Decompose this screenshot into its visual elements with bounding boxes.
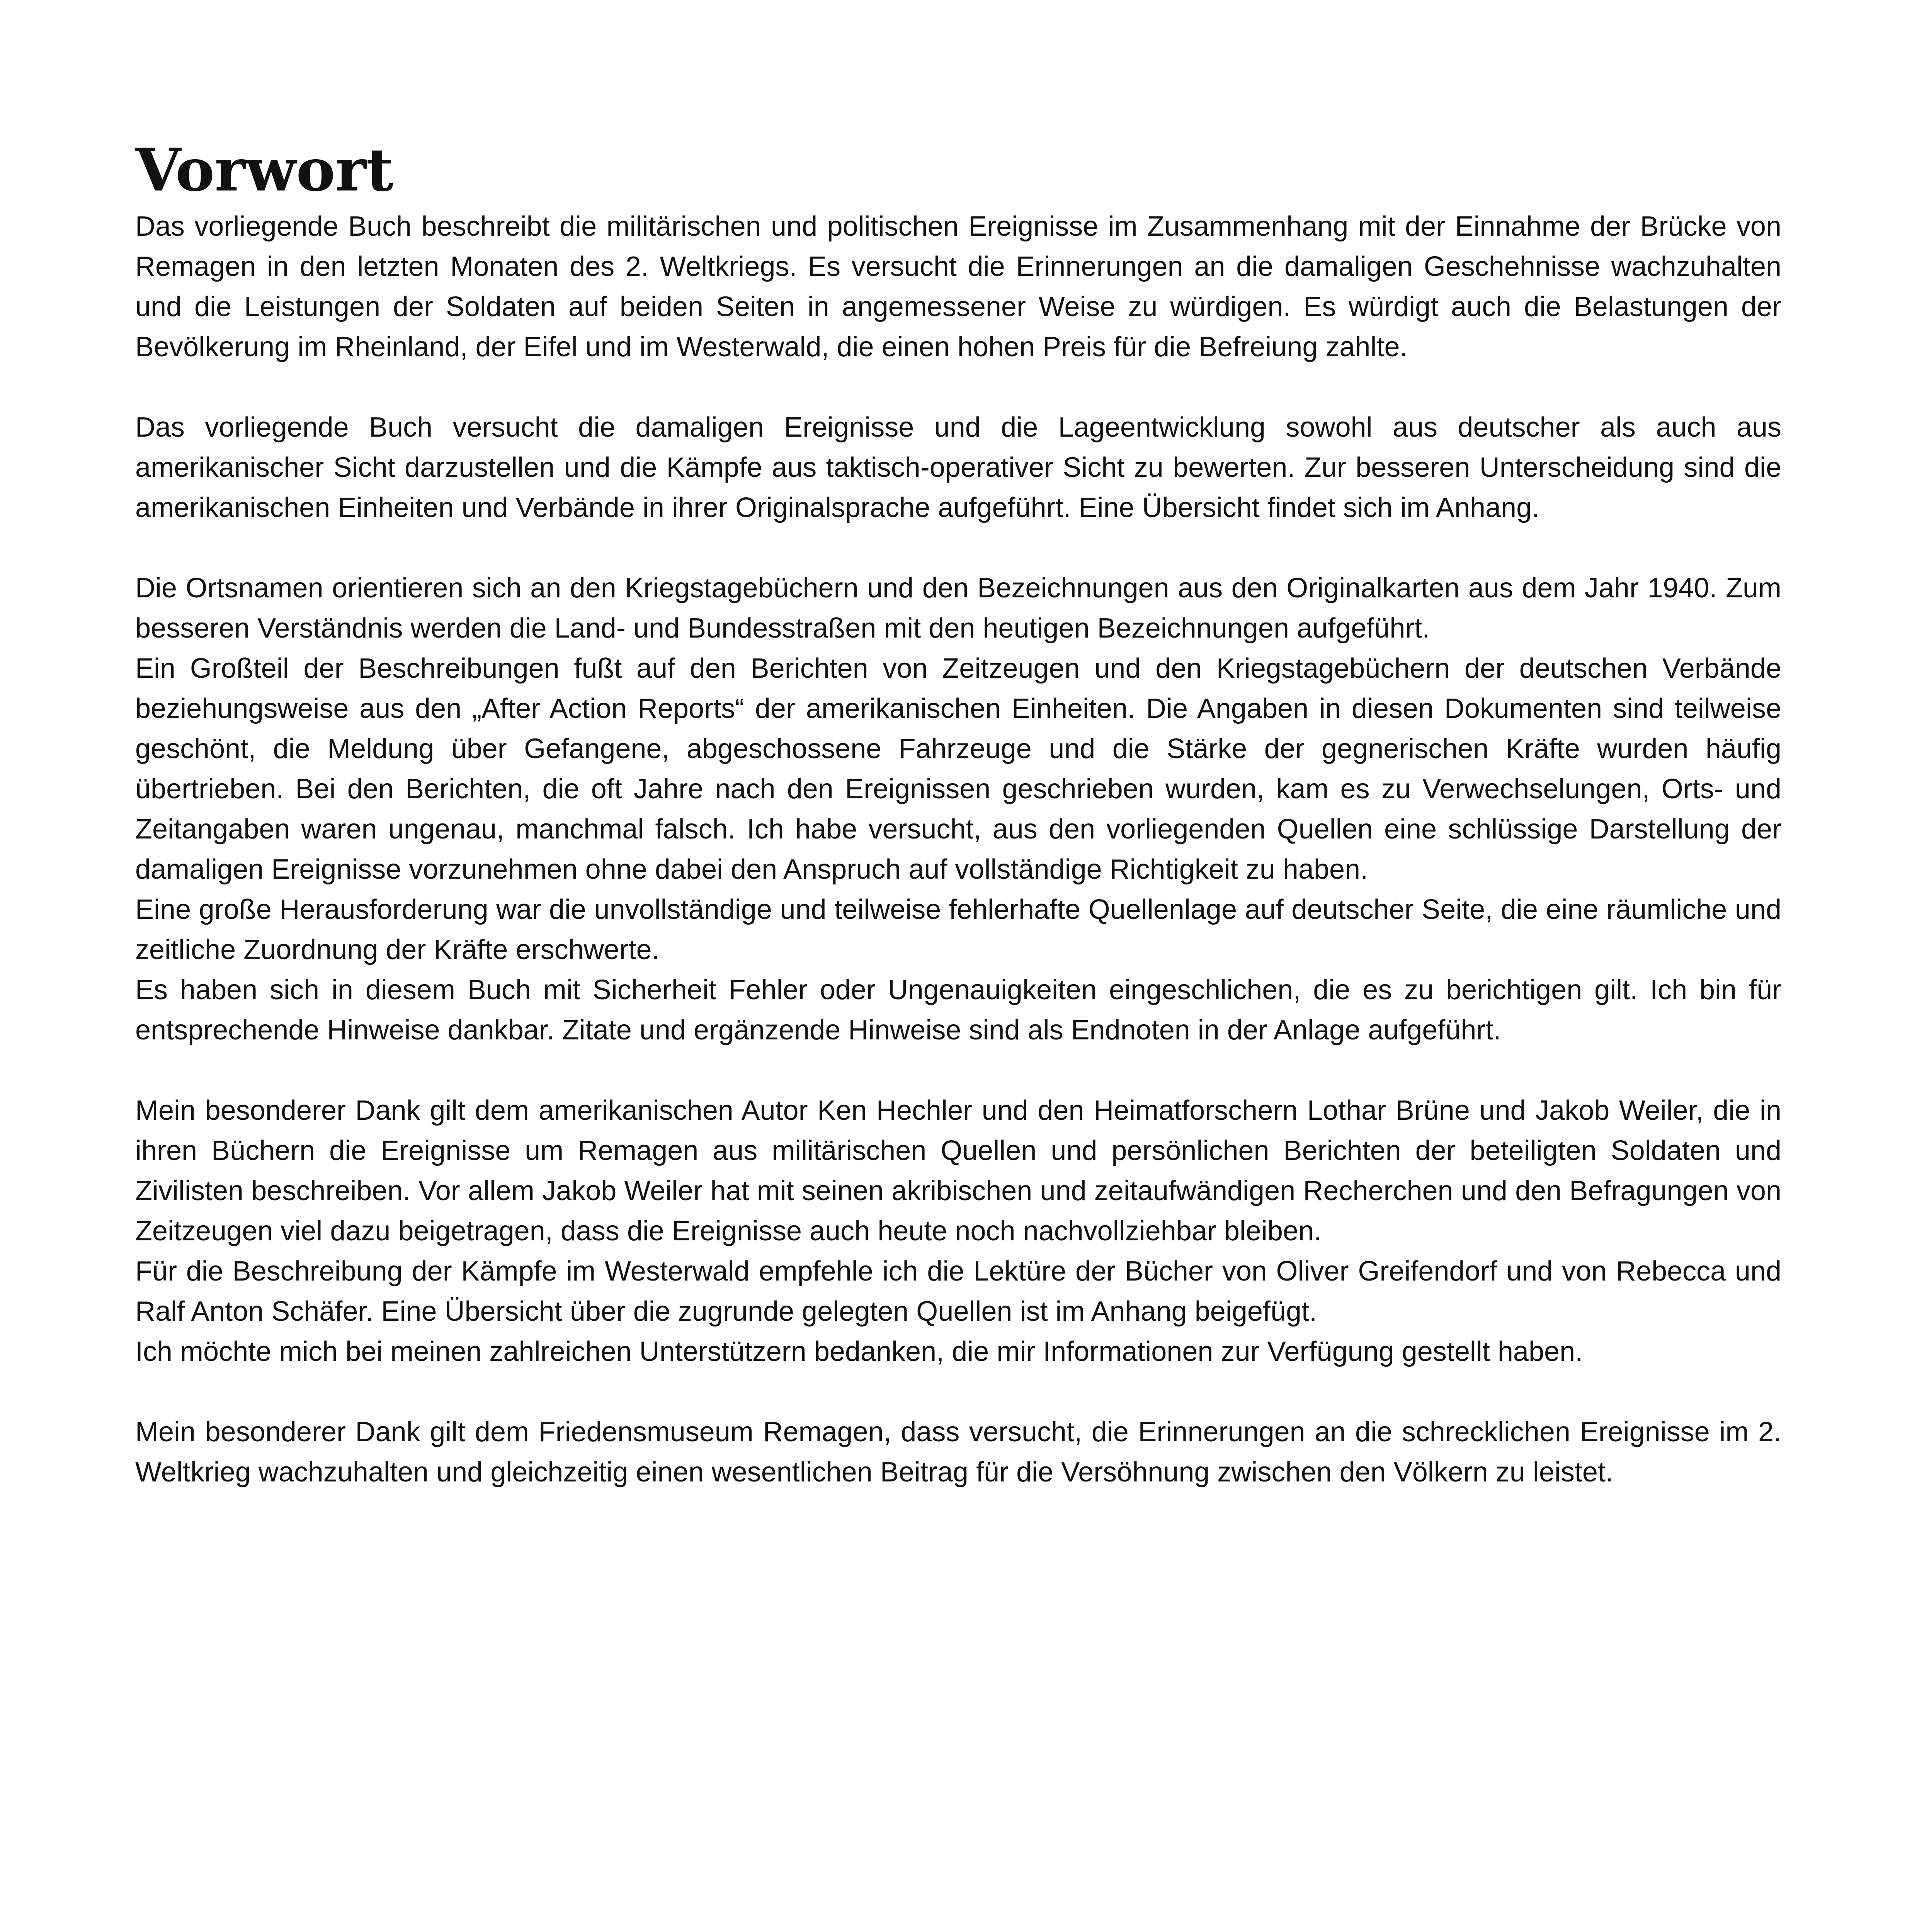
paragraph-text: Ein Großteil der Beschreibungen fußt auf den Berichten von Zeitzeugen und den Kriegstagebüchern der deutschen Verbände beziehungsweise aus den „After Action Reports“ der amerikanischen Einheiten. Die Angaben in diesen Dokumenten sind teilweise geschönt, die Meldung über Gefangene, abgeschossene Fahrzeuge und die Stärke der gegnerischen Kräfte wurden häufig übertrieben. Bei den Berichten, die oft Jahre nach den Ereignissen geschrieben wurden, kam es zu Verwechselungen, Orts- und Zeitangaben waren ungenau, manchmal falsch. Ich habe versucht, aus den vorliegenden Quellen eine schlüssige Darstellung der damaligen Ereignisse vorzunehmen ohne dabei den Anspruch auf vollständige Richtigkeit zu haben.: [135, 653, 1781, 885]
page-title: Vorwort: [135, 135, 393, 204]
paragraph-text: Es haben sich in diesem Buch mit Sicherheit Fehler oder Ungenauigkeiten eingeschlichen, die es zu berichtigen gilt. Ich bin für entsprechende Hinweise dankbar. Zitate und ergänzende Hinweise sind als Endnoten in der Anlage aufgeführt.: [135, 975, 1781, 1046]
paragraph-text: Mein besonderer Dank gilt dem Friedensmuseum Remagen, dass versucht, die Erinnerungen an die schrecklichen Ereignisse im 2. Weltkrieg wachzuhalten und gleichzeitig einen wesentlichen Beitrag für die Versöhnung zwischen den Völkern zu leistet.: [135, 1417, 1781, 1488]
paragraph: [135, 206, 1781, 367]
paragraph: [135, 1412, 1781, 1492]
paragraph-text: Das vorliegende Buch beschreibt die militärischen und politischen Ereignisse im Zusammenhang mit der Einnahme der Brücke von Remagen in den letzten Monaten des 2. Weltkriegs. Es versucht die Erinnerungen an die damaligen Geschehnisse wachzuhalten und die Leistungen der Soldaten auf beiden Seiten in angemessener Weise zu würdigen. Es würdigt auch die Belastungen der Bevölkerung im Rheinland, der Eifel und im Westerwald, die einen hohen Preis für die Befreiung zahlte.: [135, 211, 1781, 362]
paragraph-text: Die Ortsnamen orientieren sich an den Kriegstagebüchern und den Bezeichnungen aus den Originalkarten aus dem Jahr 1940. Zum besseren Verständnis werden die Land- und Bundesstraßen mit den heutigen Bezeichnungen aufgeführt.: [135, 573, 1781, 644]
page-content: [135, 135, 1781, 1532]
paragraph-text: Für die Beschreibung der Kämpfe im Westerwald empfehle ich die Lektüre der Bücher von Oliver Greifendorf und von Rebecca und Ralf Anton Schäfer. Eine Übersicht über die zugrunde gelegten Quellen ist im Anhang beigefügt.: [135, 1256, 1781, 1327]
paragraph-text: Mein besonderer Dank gilt dem amerikanischen Autor Ken Hechler und den Heimatforschern Lothar Brüne und Jakob Weiler, die in ihren Büchern die Ereignisse um Remagen aus militärischen Quellen und persönlichen Berichten der beteiligten Soldaten und Zivilisten beschreiben. Vor allem Jakob Weiler hat mit seinen akribischen und zeitaufwändigen Recherchen und den Befragungen von Zeitzeugen viel dazu beigetragen, dass die Ereignisse auch heute noch nachvollziehbar bleiben.: [135, 1095, 1781, 1247]
paragraph: [135, 407, 1781, 528]
paragraph-text: Das vorliegende Buch versucht die damaligen Ereignisse und die Lageentwicklung sowohl aus deutscher als auch aus amerikanischer Sicht darzustellen und die Kämpfe aus taktisch-operativer Sicht zu bewerten. Zur besseren Unterscheidung sind die amerikanischen Einheiten und Verbände in ihrer Originalsprache aufgeführt. Eine Übersicht findet sich im Anhang.: [135, 412, 1781, 523]
paragraph-text: Eine große Herausforderung war die unvollständige und teilweise fehlerhafte Quellenlage auf deutscher Seite, die eine räumliche und zeitliche Zuordnung der Kräfte erschwerte.: [135, 894, 1781, 965]
paragraph: [135, 568, 1781, 1050]
paragraph: [135, 1090, 1781, 1372]
paragraph-text: Ich möchte mich bei meinen zahlreichen Unterstützern bedanken, die mir Informationen zur Verfügung gestellt haben.: [135, 1336, 1583, 1367]
